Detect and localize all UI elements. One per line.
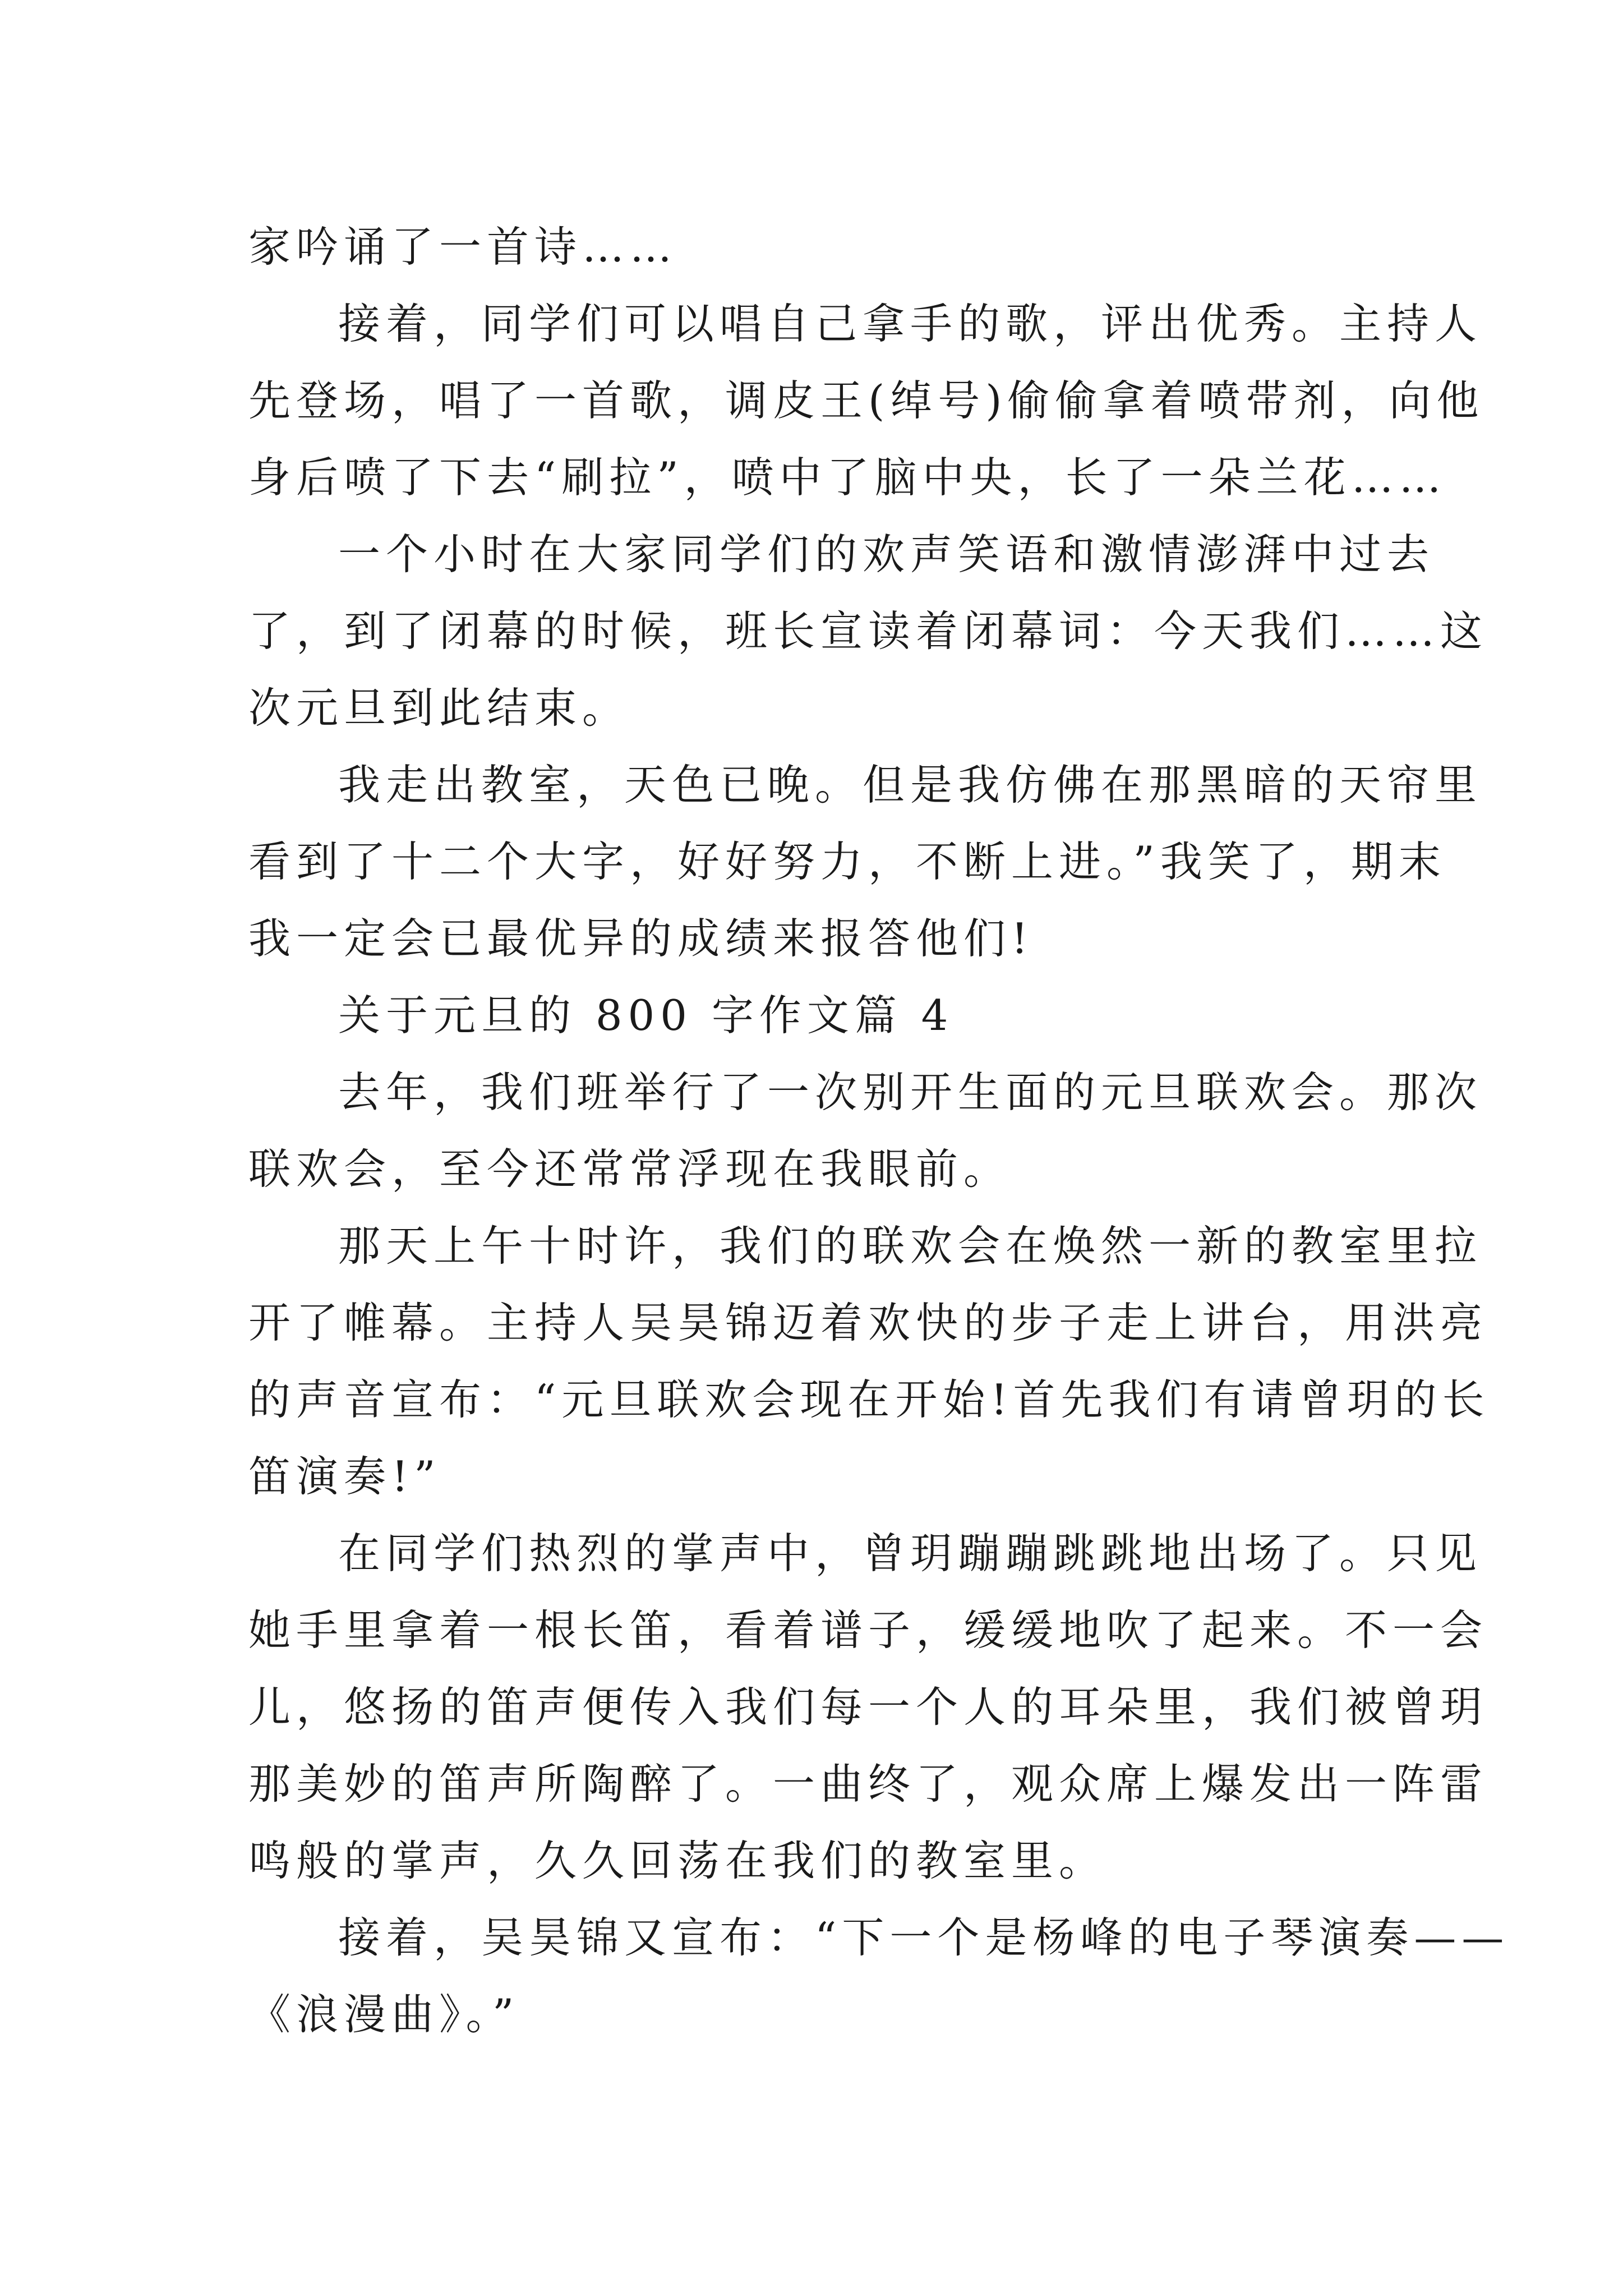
- text-line: 那美妙的笛声所陶醉了。一曲终了，观众席上爆发出一阵雷: [248, 1759, 1488, 1809]
- text-line: 身后喷了下去“刷拉”，喷中了脑中央，长了一朵兰花……: [248, 453, 1447, 502]
- text-line: 接着，吴昊锦又宣布：“下一个是杨峰的电子琴演奏——: [338, 1913, 1510, 1962]
- text-line: 了，到了闭幕的时候，班长宣读着闭幕词：今天我们……这: [248, 606, 1488, 656]
- essay-body: [248, 209, 1510, 2053]
- text-line: 一个小时在大家同学们的欢声笑语和激情澎湃中过去: [338, 530, 1435, 579]
- text-line: 我走出教室，天色已晚。但是我仿佛在那黑暗的天帘里: [338, 760, 1483, 809]
- text-line: 那天上午十时许，我们的联欢会在焕然一新的教室里拉: [338, 1221, 1483, 1271]
- text-line: 开了帷幕。主持人吴昊锦迈着欢快的步子走上讲台，用洪亮: [248, 1298, 1488, 1347]
- text-line: 家吟诵了一首诗……: [248, 222, 678, 272]
- text-line: 鸣般的掌声，久久回荡在我们的教室里。: [248, 1836, 1107, 1885]
- text-line: 我一定会已最优异的成绩来报答他们!: [248, 914, 1034, 963]
- text-line: 在同学们热烈的掌声中，曾玥蹦蹦跳跳地出场了。只见: [338, 1529, 1483, 1578]
- text-line: 先登场，唱了一首歌，调皮王(绰号)偷偷拿着喷带剂，向他: [248, 376, 1484, 425]
- text-line: 次元旦到此结束。: [248, 683, 630, 733]
- text-line: 笛演奏!”: [248, 1452, 441, 1501]
- text-line: 儿，悠扬的笛声便传入我们每一个人的耳朵里，我们被曾玥: [248, 1682, 1488, 1732]
- text-line: 看到了十二个大字，好好努力，不断上进。”我笑了，期末: [248, 837, 1446, 886]
- text-line: 接着，同学们可以唱自己拿手的歌，评出优秀。主持人: [338, 299, 1483, 348]
- section-heading: 关于元旦的 800 字作文篇 4: [338, 991, 954, 1040]
- text-line: 《浪漫曲》。”: [248, 1990, 520, 2039]
- text-line: 去年，我们班举行了一次别开生面的元旦联欢会。那次: [338, 1068, 1483, 1117]
- text-line: 的声音宣布：“元旦联欢会现在开始!首先我们有请曾玥的长: [248, 1375, 1490, 1424]
- text-line: 她手里拿着一根长笛，看着谱子，缓缓地吹了起来。不一会: [248, 1605, 1488, 1655]
- text-line: 联欢会，至今还常常浮现在我眼前。: [248, 1144, 1012, 1194]
